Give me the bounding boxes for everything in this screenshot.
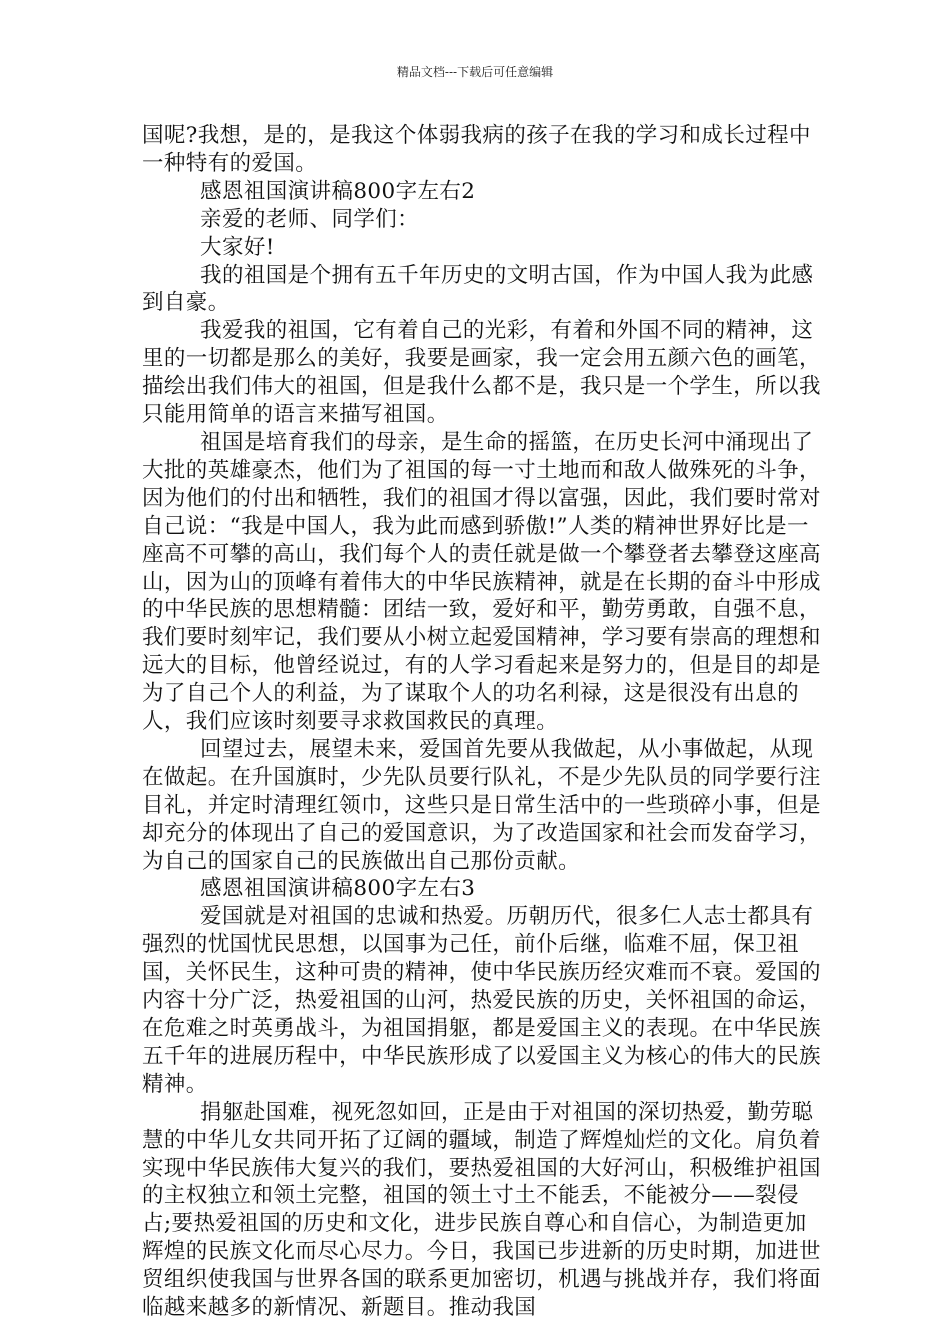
salutation: 亲爱的老师、同学们：	[200, 206, 420, 232]
paragraph: 爱国就是对祖国的忠诚和热爱。历朝历代，很多仁人志士都具有强烈的忧国忧民思想，以国事为己任，前仆后继，临难不屈，保卫祖国，关怀民生，这种可贵的精神，使中华民族历经灾难而不衰。爱国的内容十分广泛，热爱祖国的山河，热爱民族的历史，关怀祖国的命运，在危难之时英勇战斗，为祖国捐躯，都是爱国主义的表现。在中华民族五千年的进展历程中，中华民族形成了以爱国主义为核心的伟大的民族精神。	[142, 904, 821, 1097]
paragraph: 捐躯赴国难，视死忽如回，正是由于对祖国的深切热爱，勤劳聪慧的中华儿女共同开拓了辽阔的疆域，制造了辉煌灿烂的文化。肩负着实现中华民族伟大复兴的我们，要热爱祖国的大好河山，积极维护祖国的主权独立和领土完整，祖国的领土寸土不能丢，不能被分——裂侵占;要热爱祖国的历史和文化，进步民族自尊心和自信心，为制造更加辉煌的民族文化而尽心尽力。今日，我国已步进新的历史时期，加进世贸组织使我国与世界各国的联系更加密切，机遇与挑战并存，我们将面临越来越多的新情况、新题目。推动我国	[142, 1099, 821, 1321]
paragraph-continuation: 国呢?我想，是的，是我这个体弱我病的孩子在我的学习和成长过程中一种特有的爱国。	[142, 123, 811, 176]
document-body	[142, 122, 826, 1322]
section-heading-2: 感恩祖国演讲稿800字左右2	[200, 178, 476, 204]
paragraph: 回望过去，展望未来，爱国首先要从我做起，从小事做起，从现在做起。在升国旗时，少先队员要行队礼，不是少先队员的同学要行注目礼，并定时清理红领巾，这些只是日常生活中的一些琐碎小事，但是却充分的体现出了自己的爱国意识，为了改造国家和社会而发奋学习，为自己的国家自己的民族做出自己那份贡献。	[142, 736, 821, 874]
greeting: 大家好!	[200, 234, 275, 260]
page-header: 精品文档---下载后可任意编辑	[396, 65, 554, 79]
section-heading-3: 感恩祖国演讲稿800字左右3	[200, 876, 476, 902]
paragraph: 我爱我的祖国，它有着自己的光彩，有着和外国不同的精神，这里的一切都是那么的美好，我要是画家，我一定会用五颜六色的画笔，描绘出我们伟大的祖国，但是我什么都不是，我只是一个学生，所以我只能用简单的语言来描写祖国。	[142, 318, 821, 428]
paragraph: 我的祖国是个拥有五千年历史的文明古国，作为中国人我为此感到自豪。	[142, 262, 814, 316]
paragraph: 祖国是培育我们的母亲，是生命的摇篮，在历史长河中涌现出了大批的英雄豪杰，他们为了祖国的每一寸土地而和敌人做殊死的斗争，因为他们的付出和牺牲，我们的祖国才得以富强，因此，我们要时常对自己说：“我是中国人，我为此而感到骄傲!”人类的精神世界好比是一座高不可攀的高山，我们每个人的责任就是做一个攀登者去攀登这座高山，因为山的顶峰有着伟大的中华民族精神，就是在长期的奋斗中形成的中华民族的思想精髓：团结一致，爱好和平，勤劳勇敢，自强不息，我们要时刻牢记，我们要从小树立起爱国精神，学习要有崇高的理想和远大的目标，他曾经说过，有的人学习看起来是努力的，但是目的却是为了自己个人的利益，为了谋取个人的功名利禄，这是很没有出息的人，我们应该时刻要寻求救国救民的真理。	[142, 429, 821, 735]
